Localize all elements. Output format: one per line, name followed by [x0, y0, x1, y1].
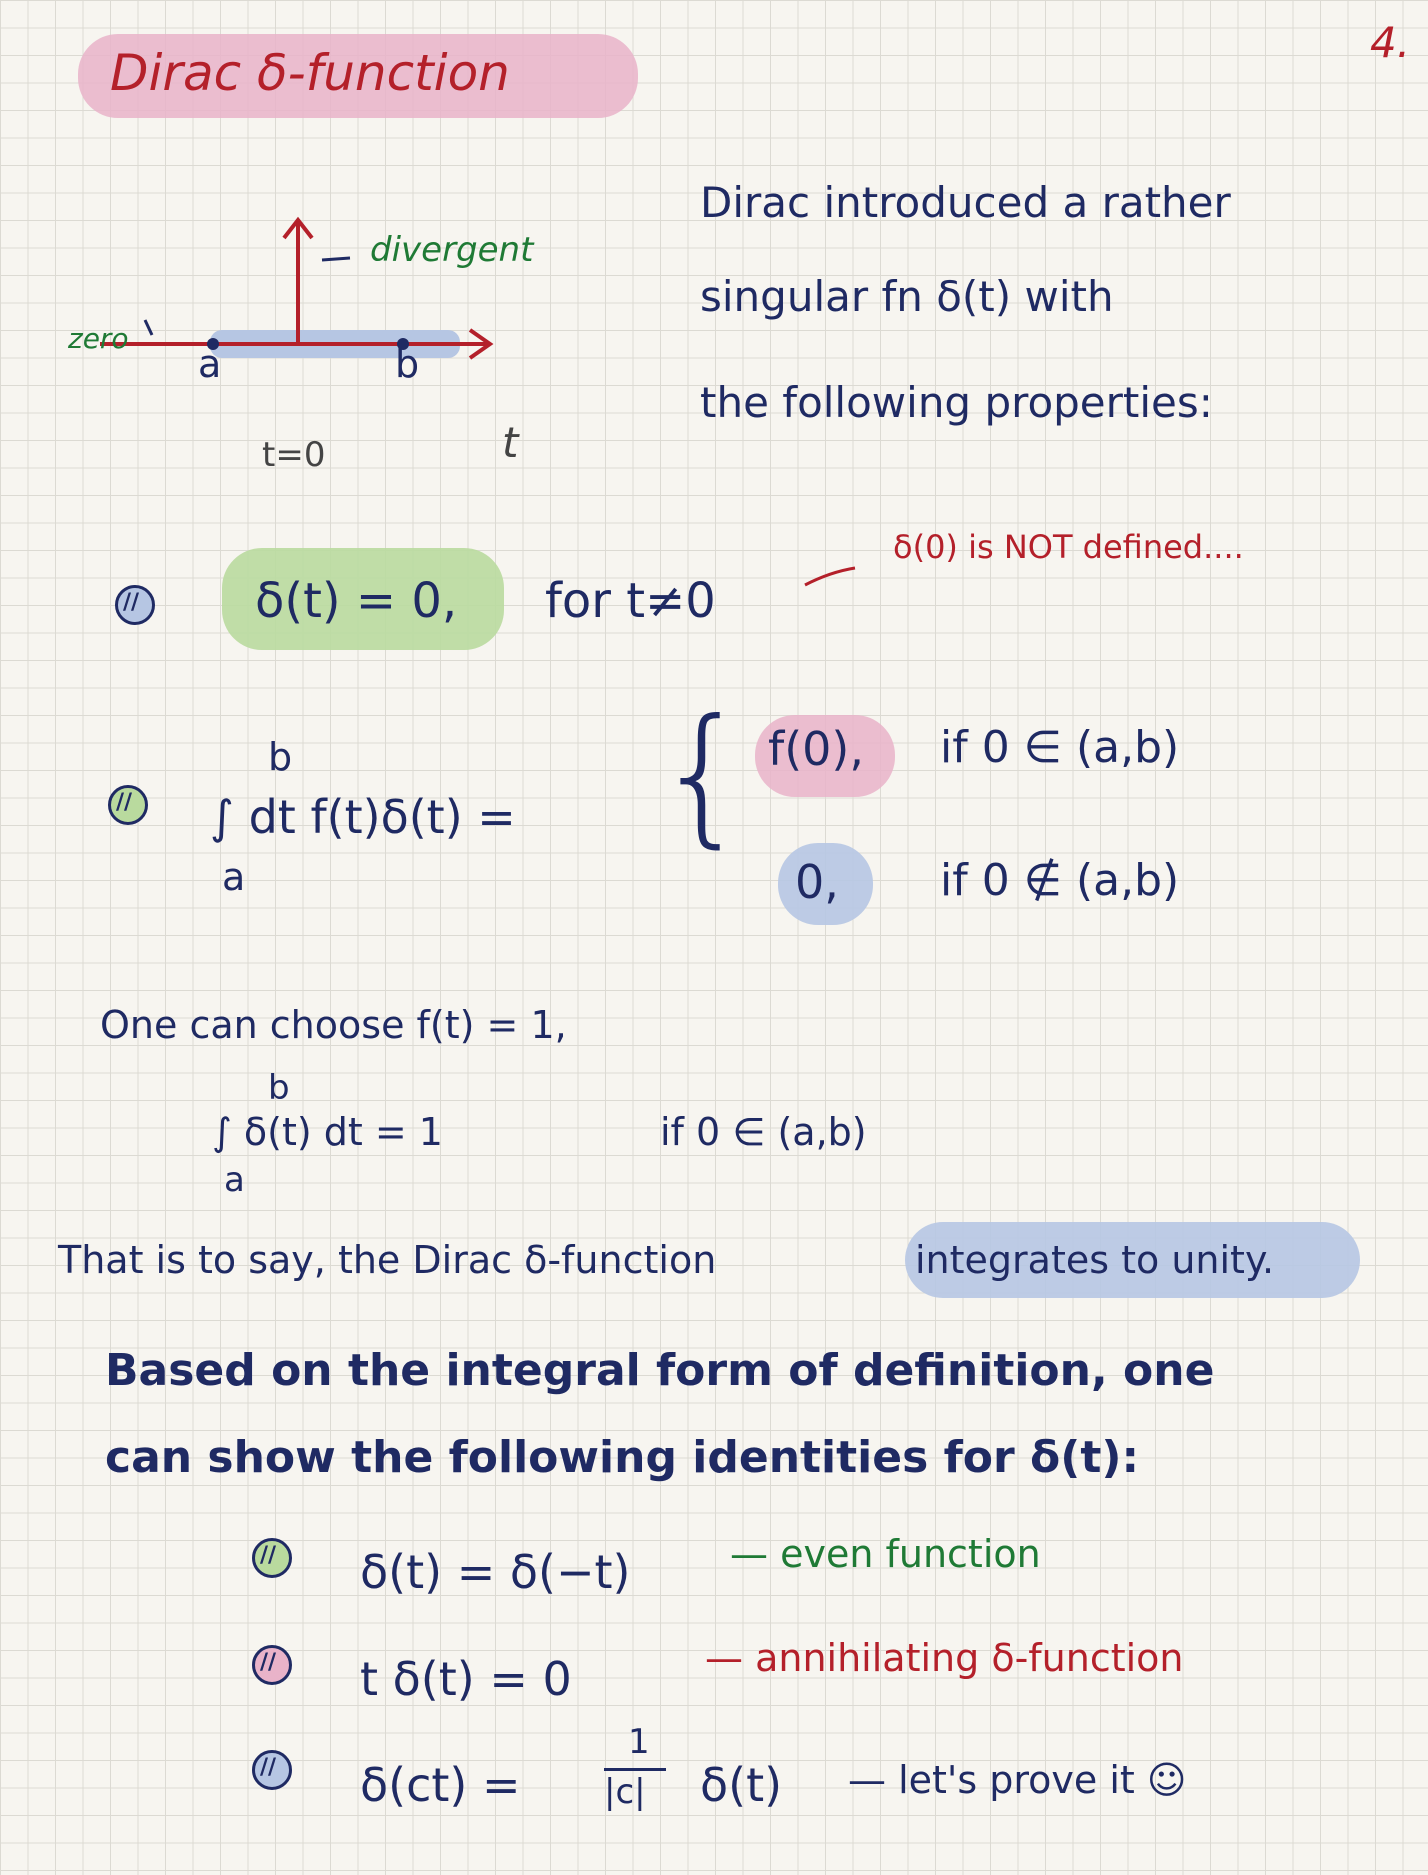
case2-value: 0,: [795, 855, 839, 909]
property2-lower-limit: a: [222, 855, 246, 899]
identity1-note: — even function: [730, 1532, 1041, 1576]
note-leader: [800, 560, 860, 590]
label-t: t: [502, 418, 519, 467]
identity3-frac-den: |c|: [604, 1772, 646, 1812]
cases-brace: {: [655, 688, 751, 862]
choose-line: One can choose f(t) = 1,: [100, 1003, 567, 1047]
label-b: b: [395, 342, 420, 386]
identity2-equation: t δ(t) = 0: [360, 1652, 572, 1706]
property1-condition: for t≠0: [545, 573, 716, 629]
page-number: 4.: [1370, 18, 1411, 67]
property2-upper-limit: b: [268, 735, 293, 779]
identity3-equation: δ(ct) =: [360, 1758, 521, 1812]
label-divergent: divergent: [370, 230, 534, 270]
note-undefined: δ(0) is NOT defined....: [893, 528, 1244, 566]
label-a: a: [198, 342, 222, 386]
label-t-zero: t=0: [262, 435, 326, 475]
identity2-note: — annihilating δ-function: [705, 1636, 1184, 1680]
identity2-bullet-icon: [252, 1645, 292, 1685]
identity3-frac-num: 1: [628, 1722, 650, 1762]
choose-condition: if 0 ∈ (a,b): [660, 1110, 867, 1154]
property1-equation: δ(t) = 0,: [255, 573, 458, 629]
identity1-equation: δ(t) = δ(−t): [360, 1545, 631, 1599]
based-line-2: can show the following identities for δ(t):: [105, 1432, 1140, 1483]
bullet-blue-icon: [115, 585, 155, 625]
identity1-bullet-icon: [252, 1538, 292, 1578]
intro-line-1: Dirac introduced a rather: [700, 178, 1231, 227]
identity3-bullet-icon: [252, 1750, 292, 1790]
divergent-leader: [322, 258, 350, 260]
bullet-green-icon: [108, 785, 148, 825]
choose-integral: ∫ δ(t) dt = 1: [212, 1110, 443, 1154]
based-line-1: Based on the integral form of definition, one: [105, 1345, 1215, 1396]
choose-lower-limit: a: [224, 1160, 245, 1200]
property2-lhs: ∫ dt f(t)δ(t) =: [210, 790, 516, 844]
identity3-equation-tail: δ(t): [700, 1758, 783, 1812]
identity3-frac-bar: [604, 1768, 666, 1771]
identity3-note: — let's prove it ☺: [848, 1758, 1187, 1802]
page-title: Dirac δ-function: [110, 44, 510, 102]
intro-line-3: the following properties:: [700, 378, 1213, 427]
choose-upper-limit: b: [268, 1068, 290, 1108]
unity-text: That is to say, the Dirac δ-function: [58, 1238, 717, 1282]
case2-condition: if 0 ∉ (a,b): [940, 855, 1180, 906]
unity-highlight-text: integrates to unity.: [915, 1238, 1275, 1282]
zero-leader: [145, 320, 152, 335]
label-zero: zero: [68, 322, 129, 355]
intro-line-2: singular fn δ(t) with: [700, 272, 1114, 321]
case1-value: f(0),: [768, 722, 864, 776]
case1-condition: if 0 ∈ (a,b): [940, 722, 1180, 773]
